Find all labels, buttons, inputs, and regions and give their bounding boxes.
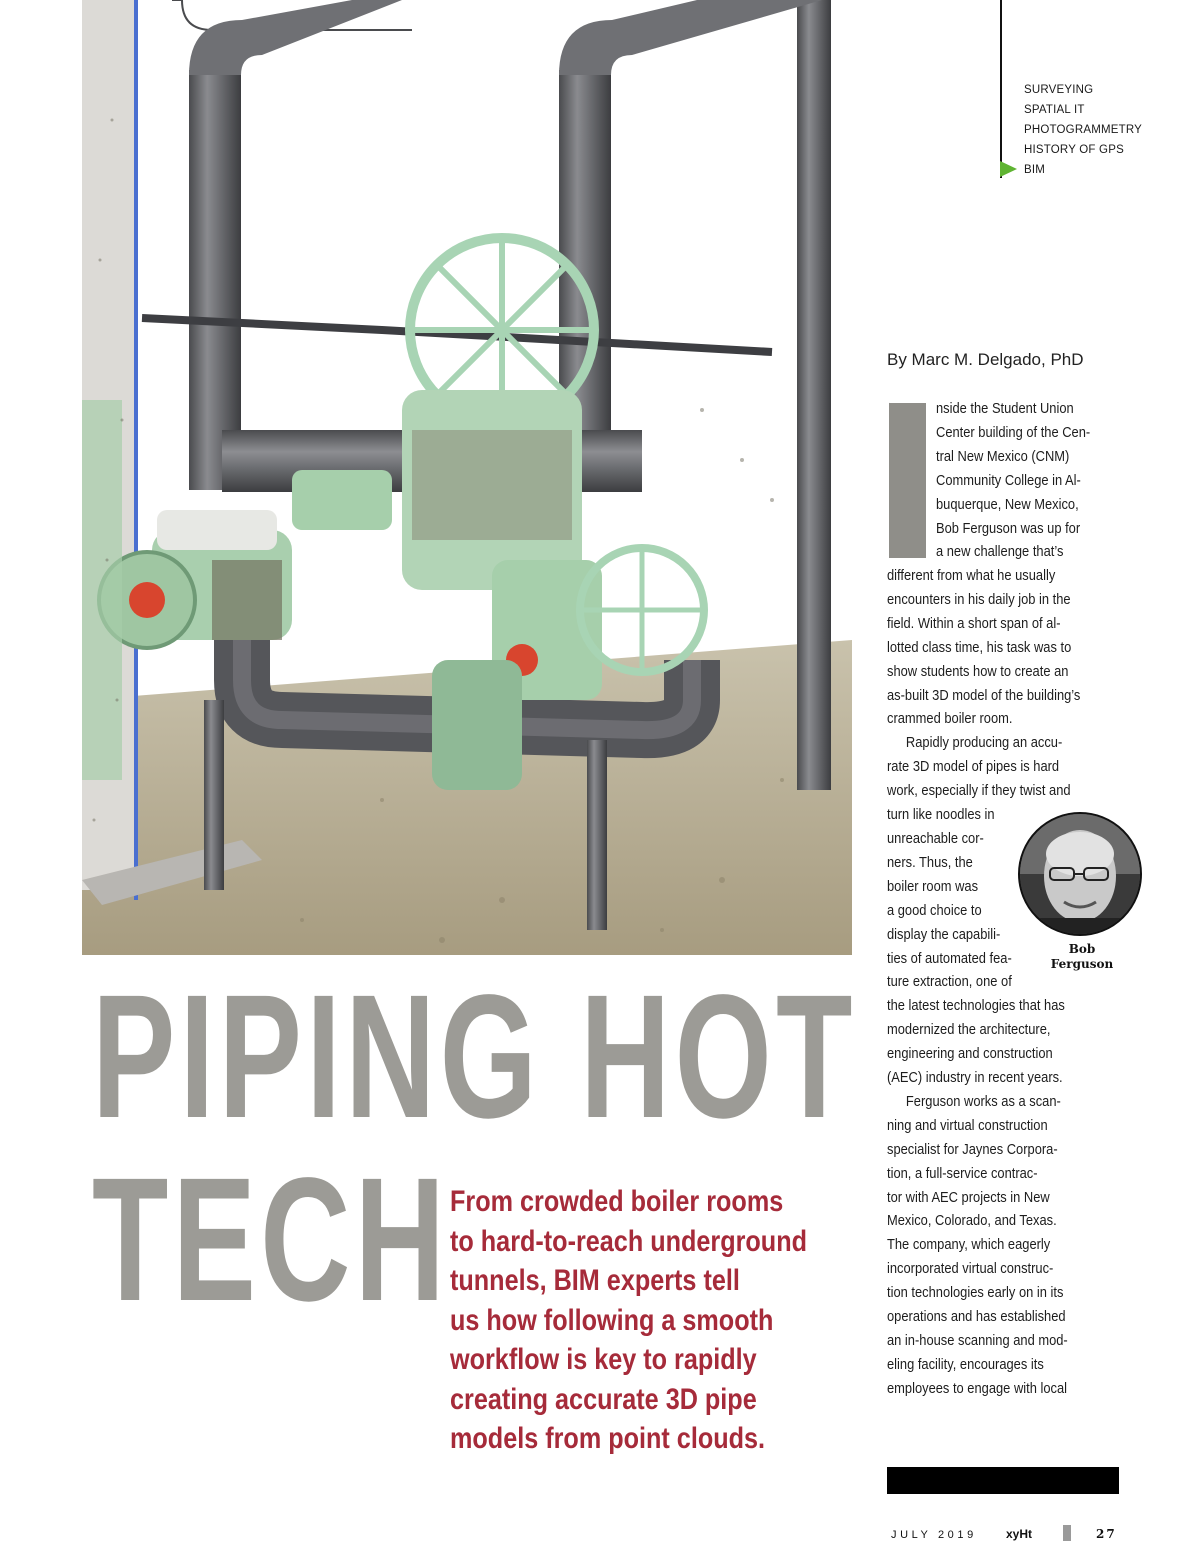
article-line: turn like noodles in <box>887 806 995 824</box>
article-line: Center building of the Cen- <box>936 423 1091 441</box>
article-line: operations and has established <box>887 1308 1066 1326</box>
article-line: different from what he usually <box>887 567 1056 584</box>
section-nav <box>1024 80 1142 180</box>
section-nav-item-history-of-gps[interactable]: HISTORY OF GPS <box>1024 144 1124 156</box>
article-line: (AEC) industry in recent years. <box>887 1069 1063 1087</box>
article-line: ties of automated fea- <box>887 949 1012 967</box>
article-line: lotted class time, his task was to <box>887 638 1072 656</box>
article-line: Mexico, Colorado, and Texas. <box>887 1212 1057 1230</box>
issue-date: JULY 2019 <box>891 1529 977 1541</box>
column-end-bar <box>887 1467 1119 1494</box>
article-line: Bob Ferguson was up for <box>936 519 1081 537</box>
deck-subtitle <box>450 1182 807 1459</box>
article-line: work, especially if they twist and <box>887 782 1071 800</box>
folio-divider-mark <box>1063 1525 1071 1541</box>
article-line: rate 3D model of pipes is hard <box>887 758 1060 776</box>
article-line: ners. Thus, the <box>887 853 973 871</box>
article-line: an in-house scanning and mod- <box>887 1332 1068 1349</box>
deck-line: to hard-to-reach underground <box>450 1224 807 1258</box>
byline: By Marc M. Delgado, PhD <box>887 350 1084 369</box>
page-footer <box>891 1525 1121 1549</box>
article-line: crammed boiler room. <box>887 710 1013 728</box>
section-divider-line <box>1000 0 1002 178</box>
article-line: employees to engage with local <box>887 1379 1067 1397</box>
headline-line: TECH <box>92 1142 450 1338</box>
portrait-caption-line: Bob <box>1068 942 1096 956</box>
magazine-name: xyHt <box>1006 1527 1033 1541</box>
portrait-caption <box>1046 942 1118 972</box>
article-line: unreachable cor- <box>887 829 984 847</box>
article-line: tion technologies early on in its <box>887 1284 1064 1302</box>
article-line: ture extraction, one of <box>887 973 1012 991</box>
article-line: nside the Student Union <box>936 400 1074 417</box>
section-nav-item-surveying[interactable]: SURVEYING <box>1024 84 1094 96</box>
article-line: tral New Mexico (CNM) <box>936 447 1070 465</box>
article-line: field. Within a short span of al- <box>887 614 1061 632</box>
article-line: modernized the architecture, <box>887 1021 1051 1039</box>
deck-line: workflow is key to rapidly <box>450 1343 757 1376</box>
article-line: tor with AEC projects in New <box>887 1188 1050 1206</box>
deck-line: creating accurate 3D pipe <box>450 1382 757 1416</box>
article-line: specialist for Jaynes Corpora- <box>887 1140 1058 1158</box>
section-nav-item-photogrammetry[interactable]: PHOTOGRAMMETRY <box>1024 124 1143 136</box>
deck-line: From crowded boiler rooms <box>450 1185 784 1218</box>
article-line: display the capabili- <box>887 925 1001 943</box>
article-line: a good choice to <box>887 901 982 919</box>
headline-line: PIPING HOT <box>92 959 857 1155</box>
article-line: Rapidly producing an accu- <box>905 734 1063 752</box>
deck-line: us how following a smooth <box>450 1303 774 1337</box>
article-line: buquerque, New Mexico, <box>936 495 1079 513</box>
dropcap: I <box>889 403 926 558</box>
author-portrait-photo <box>1018 812 1142 936</box>
article-line: show students how to create an <box>887 662 1069 680</box>
active-section-arrow-icon <box>1000 161 1017 177</box>
article-line: The company, which eagerly <box>887 1236 1051 1254</box>
deck-line: models from point clouds. <box>450 1422 766 1455</box>
page-number: 27 <box>1096 1527 1117 1541</box>
article-line: engineering and construction <box>887 1045 1053 1063</box>
section-nav-item-bim[interactable]: BIM <box>1024 164 1046 176</box>
article-line: ning and virtual construction <box>887 1116 1048 1134</box>
article-line: a new challenge that’s <box>936 543 1064 561</box>
article-line: as-built 3D model of the building’s <box>887 686 1081 704</box>
article-opening-lines <box>936 397 1099 564</box>
article-line: encounters in his daily job in the <box>887 590 1071 608</box>
section-nav-item-spatial-it[interactable]: SPATIAL IT <box>1024 104 1085 116</box>
article-line: eling facility, encourages its <box>887 1355 1044 1373</box>
article-line: tion, a full-service contrac- <box>887 1164 1038 1182</box>
article-line: incorporated virtual construc- <box>887 1260 1054 1278</box>
article-line: Community College in Al- <box>936 471 1081 489</box>
article-body <box>887 564 1080 1401</box>
article-line: the latest technologies that has <box>887 997 1065 1015</box>
portrait-caption-line: Ferguson <box>1050 957 1114 971</box>
deck-line: tunnels, BIM experts tell <box>450 1264 740 1297</box>
hero-image <box>82 0 852 955</box>
article-line: boiler room was <box>887 877 979 895</box>
article-line: Ferguson works as a scan- <box>905 1092 1061 1110</box>
